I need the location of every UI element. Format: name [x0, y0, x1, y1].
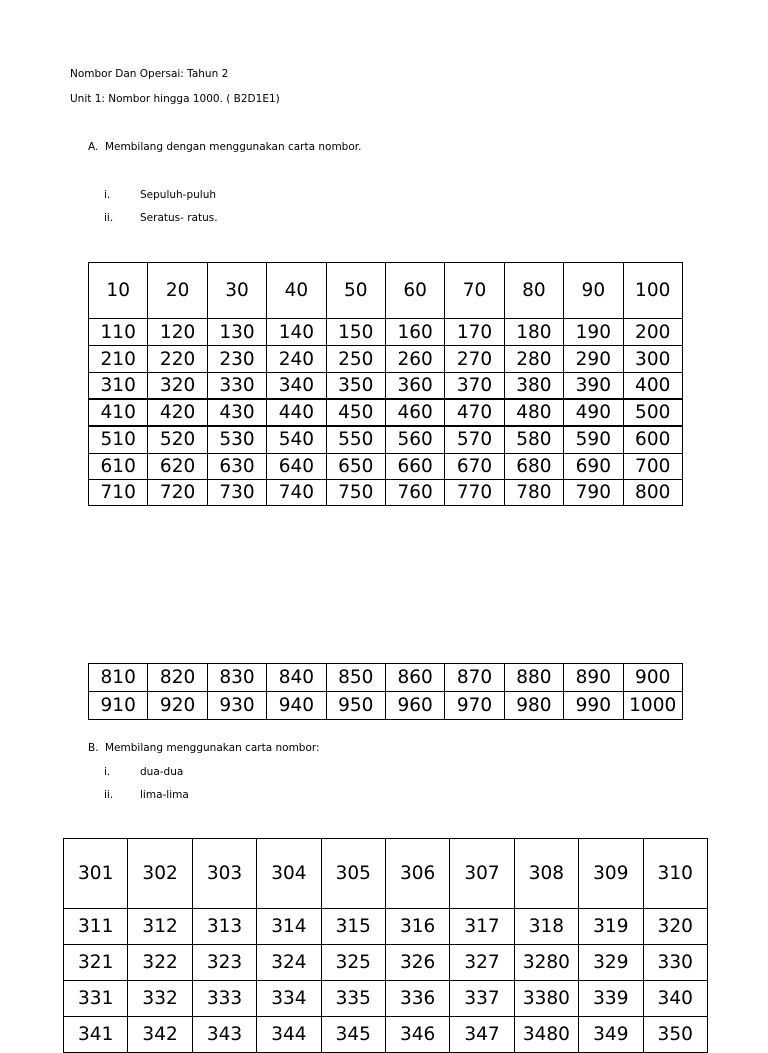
chart-cell: 350	[643, 1017, 707, 1053]
chart-cell: 320	[148, 373, 207, 399]
chart-cell: 310	[643, 839, 707, 909]
chart-cell: 130	[207, 319, 266, 346]
chart-cell: 810	[89, 664, 148, 692]
chart-cell: 690	[564, 454, 623, 480]
chart-cell: 340	[643, 981, 707, 1017]
section-a-item-marker: i.	[104, 189, 111, 201]
chart-row	[89, 664, 683, 692]
chart-cell: 344	[257, 1017, 321, 1053]
chart-cell: 670	[445, 454, 504, 480]
chart-cell: 333	[192, 981, 256, 1017]
chart-cell: 910	[89, 692, 148, 720]
chart-cell: 740	[267, 480, 326, 506]
chart-cell: 309	[579, 839, 643, 909]
chart-cell: 990	[564, 692, 623, 720]
chart-cell: 312	[128, 909, 192, 945]
chart-row	[64, 945, 708, 981]
chart-cell: 430	[207, 399, 266, 426]
chart-cell: 321	[64, 945, 128, 981]
chart-cell: 260	[385, 346, 444, 373]
chart-cell: 304	[257, 839, 321, 909]
chart-cell: 620	[148, 454, 207, 480]
chart-cell: 460	[385, 399, 444, 426]
chart-row	[89, 480, 683, 506]
chart-cell: 3380	[514, 981, 578, 1017]
chart-cell: 60	[385, 263, 444, 319]
number-chart-tens-2	[88, 663, 683, 720]
chart-cell: 350	[326, 373, 385, 399]
chart-cell: 160	[385, 319, 444, 346]
chart-cell: 820	[148, 664, 207, 692]
chart-cell: 530	[207, 426, 266, 454]
chart-cell: 317	[450, 909, 514, 945]
chart-cell: 710	[89, 480, 148, 506]
chart-cell: 3480	[514, 1017, 578, 1053]
chart-cell: 960	[385, 692, 444, 720]
chart-cell: 880	[504, 664, 563, 692]
chart-cell: 80	[504, 263, 563, 319]
chart-cell: 750	[326, 480, 385, 506]
chart-cell: 770	[445, 480, 504, 506]
unit-title: Unit 1: Nombor hingga 1000. ( B2D1E1)	[70, 93, 280, 105]
chart-cell: 290	[564, 346, 623, 373]
chart-cell: 306	[385, 839, 449, 909]
chart-cell: 319	[579, 909, 643, 945]
chart-cell: 30	[207, 263, 266, 319]
chart-row	[89, 263, 683, 319]
chart-row	[64, 1017, 708, 1053]
chart-cell: 340	[267, 373, 326, 399]
chart-cell: 490	[564, 399, 623, 426]
chart-cell: 420	[148, 399, 207, 426]
chart-cell: 410	[89, 399, 148, 426]
chart-cell: 70	[445, 263, 504, 319]
chart-cell: 580	[504, 426, 563, 454]
chart-cell: 305	[321, 839, 385, 909]
chart-cell: 900	[623, 664, 682, 692]
document-title: Nombor Dan Opersai: Tahun 2	[70, 68, 229, 80]
chart-cell: 347	[450, 1017, 514, 1053]
chart-row	[64, 909, 708, 945]
chart-cell: 10	[89, 263, 148, 319]
chart-cell: 550	[326, 426, 385, 454]
chart-cell: 331	[64, 981, 128, 1017]
chart-cell: 330	[643, 945, 707, 981]
chart-cell: 720	[148, 480, 207, 506]
section-a-heading: Membilang dengan menggunakan carta nombor.	[105, 141, 362, 153]
chart-cell: 520	[148, 426, 207, 454]
chart-cell: 220	[148, 346, 207, 373]
chart-cell: 210	[89, 346, 148, 373]
chart-cell: 315	[321, 909, 385, 945]
chart-cell: 980	[504, 692, 563, 720]
chart-cell: 380	[504, 373, 563, 399]
chart-cell: 339	[579, 981, 643, 1017]
chart-cell: 327	[450, 945, 514, 981]
chart-cell: 40	[267, 263, 326, 319]
chart-cell: 322	[128, 945, 192, 981]
chart-cell: 450	[326, 399, 385, 426]
chart-cell: 370	[445, 373, 504, 399]
section-b-item-marker: i.	[104, 766, 111, 778]
chart-cell: 890	[564, 664, 623, 692]
chart-cell: 250	[326, 346, 385, 373]
chart-row	[89, 346, 683, 373]
chart-cell: 400	[623, 373, 682, 399]
chart-cell: 303	[192, 839, 256, 909]
chart-cell: 326	[385, 945, 449, 981]
chart-cell: 334	[257, 981, 321, 1017]
number-chart-body	[64, 839, 708, 1053]
chart-row	[89, 319, 683, 346]
chart-cell: 700	[623, 454, 682, 480]
chart-cell: 860	[385, 664, 444, 692]
chart-cell: 346	[385, 1017, 449, 1053]
section-b-heading: Membilang menggunakan carta nombor:	[105, 742, 320, 754]
chart-cell: 3280	[514, 945, 578, 981]
chart-cell: 540	[267, 426, 326, 454]
chart-cell: 440	[267, 399, 326, 426]
chart-cell: 110	[89, 319, 148, 346]
section-b-item-text: lima-lima	[140, 789, 189, 801]
chart-cell: 650	[326, 454, 385, 480]
chart-cell: 329	[579, 945, 643, 981]
chart-cell: 630	[207, 454, 266, 480]
chart-cell: 850	[326, 664, 385, 692]
chart-cell: 150	[326, 319, 385, 346]
chart-cell: 230	[207, 346, 266, 373]
chart-cell: 308	[514, 839, 578, 909]
chart-cell: 337	[450, 981, 514, 1017]
number-chart-body	[89, 263, 683, 506]
section-b-item-marker: ii.	[104, 789, 114, 801]
chart-cell: 560	[385, 426, 444, 454]
chart-cell: 930	[207, 692, 266, 720]
chart-cell: 680	[504, 454, 563, 480]
chart-cell: 302	[128, 839, 192, 909]
chart-cell: 316	[385, 909, 449, 945]
chart-cell: 324	[257, 945, 321, 981]
chart-cell: 318	[514, 909, 578, 945]
chart-cell: 470	[445, 399, 504, 426]
chart-cell: 307	[450, 839, 514, 909]
chart-cell: 610	[89, 454, 148, 480]
chart-cell: 940	[267, 692, 326, 720]
section-a-item-marker: ii.	[104, 212, 114, 224]
chart-cell: 343	[192, 1017, 256, 1053]
chart-cell: 950	[326, 692, 385, 720]
chart-cell: 20	[148, 263, 207, 319]
number-chart-tens-1	[88, 262, 683, 506]
chart-cell: 660	[385, 454, 444, 480]
chart-cell: 314	[257, 909, 321, 945]
chart-cell: 330	[207, 373, 266, 399]
chart-cell: 790	[564, 480, 623, 506]
chart-cell: 180	[504, 319, 563, 346]
chart-cell: 970	[445, 692, 504, 720]
chart-cell: 345	[321, 1017, 385, 1053]
chart-cell: 200	[623, 319, 682, 346]
chart-cell: 840	[267, 664, 326, 692]
chart-cell: 830	[207, 664, 266, 692]
chart-cell: 500	[623, 399, 682, 426]
chart-cell: 50	[326, 263, 385, 319]
chart-cell: 240	[267, 346, 326, 373]
chart-cell: 480	[504, 399, 563, 426]
number-chart-body	[89, 664, 683, 720]
chart-row	[89, 373, 683, 399]
chart-row	[64, 839, 708, 909]
chart-row	[89, 399, 683, 426]
chart-cell: 190	[564, 319, 623, 346]
chart-cell: 730	[207, 480, 266, 506]
chart-cell: 570	[445, 426, 504, 454]
section-a-marker: A.	[88, 141, 99, 153]
chart-cell: 100	[623, 263, 682, 319]
chart-cell: 280	[504, 346, 563, 373]
chart-cell: 311	[64, 909, 128, 945]
chart-cell: 870	[445, 664, 504, 692]
chart-cell: 342	[128, 1017, 192, 1053]
chart-cell: 360	[385, 373, 444, 399]
section-b-marker: B.	[88, 742, 99, 754]
chart-row	[64, 981, 708, 1017]
chart-cell: 341	[64, 1017, 128, 1053]
chart-cell: 335	[321, 981, 385, 1017]
chart-cell: 1000	[623, 692, 682, 720]
chart-cell: 90	[564, 263, 623, 319]
chart-cell: 800	[623, 480, 682, 506]
chart-cell: 320	[643, 909, 707, 945]
chart-cell: 300	[623, 346, 682, 373]
chart-cell: 120	[148, 319, 207, 346]
chart-cell: 349	[579, 1017, 643, 1053]
chart-row	[89, 426, 683, 454]
chart-cell: 920	[148, 692, 207, 720]
chart-cell: 780	[504, 480, 563, 506]
chart-cell: 332	[128, 981, 192, 1017]
chart-cell: 170	[445, 319, 504, 346]
section-a-item-text: Sepuluh-puluh	[140, 189, 217, 201]
chart-cell: 301	[64, 839, 128, 909]
chart-cell: 600	[623, 426, 682, 454]
chart-cell: 140	[267, 319, 326, 346]
chart-cell: 590	[564, 426, 623, 454]
chart-cell: 310	[89, 373, 148, 399]
chart-cell: 760	[385, 480, 444, 506]
chart-cell: 390	[564, 373, 623, 399]
chart-row	[89, 692, 683, 720]
chart-cell: 640	[267, 454, 326, 480]
chart-row	[89, 454, 683, 480]
chart-cell: 336	[385, 981, 449, 1017]
chart-cell: 510	[89, 426, 148, 454]
number-chart-ones	[63, 838, 708, 1053]
chart-cell: 323	[192, 945, 256, 981]
section-a-item-text: Seratus- ratus.	[140, 212, 218, 224]
section-b-item-text: dua-dua	[140, 766, 184, 778]
chart-cell: 313	[192, 909, 256, 945]
chart-cell: 325	[321, 945, 385, 981]
chart-cell: 270	[445, 346, 504, 373]
